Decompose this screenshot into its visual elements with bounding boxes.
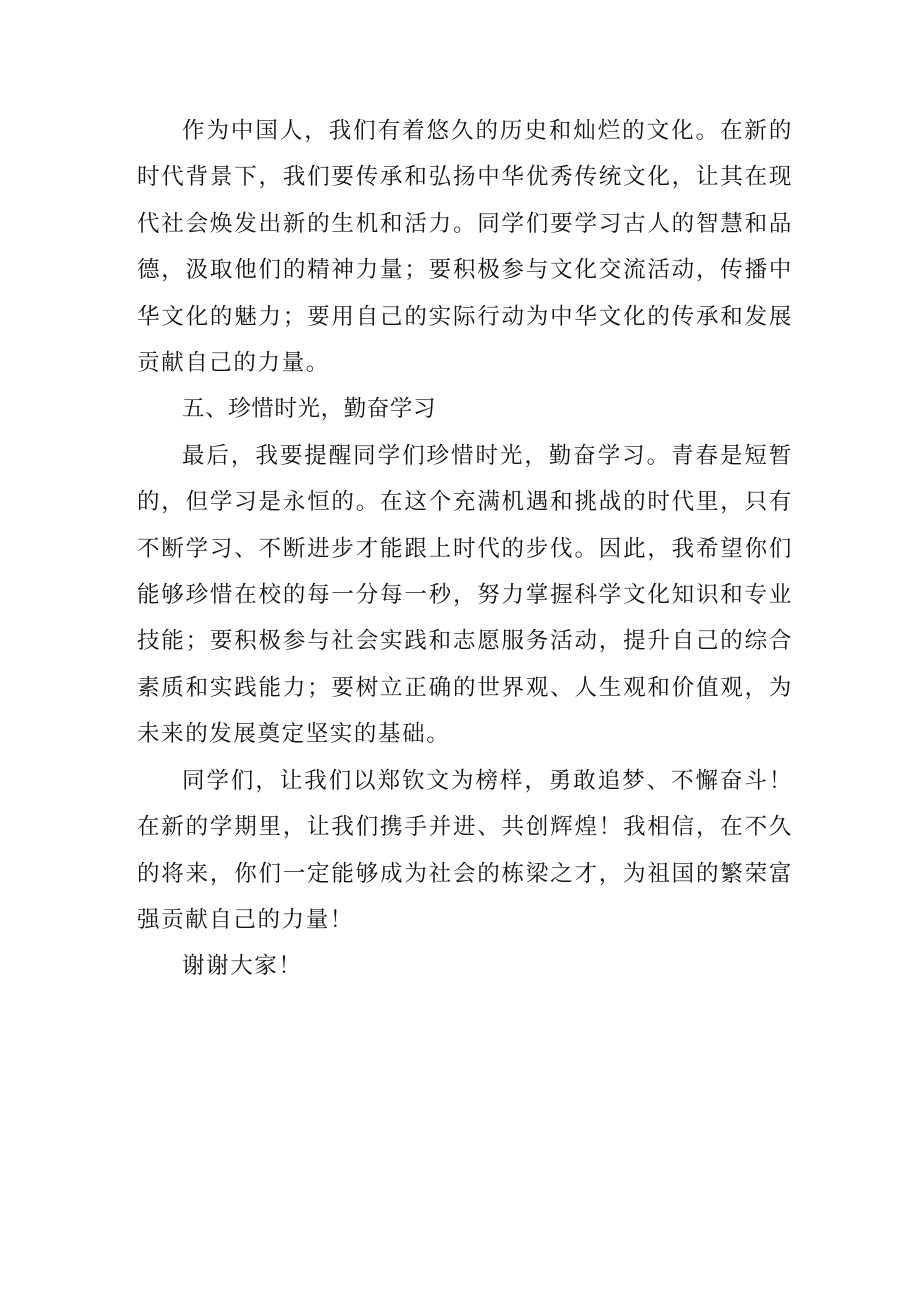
section-heading: 五、珍惜时光，勤奋学习 — [182, 396, 437, 423]
paragraph-closing: 同学们，让我们以郑钦文为榜样，勇敢追梦、不懈奋斗！在新的学期里，让我们携手并进、共创辉煌！我相信，在不久的将来，你们一定能够成为社会的栋梁之才，为祖国的繁荣富强贡献自己的力量！ — [137, 767, 793, 933]
paragraph-study: 最后，我要提醒同学们珍惜时光，勤奋学习。青春是短暂的，但学习是永恒的。在这个充满机遇和挑战的时代里，只有不断学习、不断进步才能跟上时代的步伐。因此，我希望你们能够珍惜在校的每一分每一秒，努力掌握科学文化知识和专业技能；要积极参与社会实践和志愿服务活动，提升自己的综合素质和实践能力；要树立正确的世界观、人生观和价值观，为未来的发展奠定坚实的基础。 — [137, 442, 793, 748]
paragraph-thanks: 谢谢大家！ — [182, 953, 303, 980]
document-page — [137, 108, 793, 990]
paragraph-culture: 作为中国人，我们有着悠久的历史和灿烂的文化。在新的时代背景下，我们要传承和弘扬中华优秀传统文化，让其在现代社会焕发出新的生机和活力。同学们要学习古人的智慧和品德，汲取他们的精神力量；要积极参与文化交流活动，传播中华文化的魅力；要用自己的实际行动为中华文化的传承和发展贡献自己的力量。 — [137, 118, 793, 377]
